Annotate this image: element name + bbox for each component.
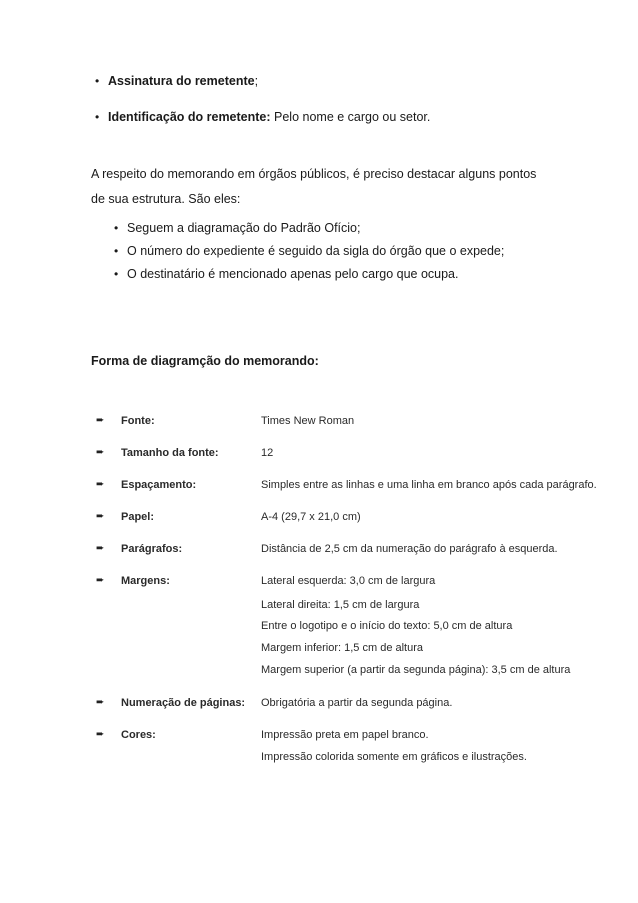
arrow-right-icon: ➨ [96,479,105,490]
bullet-dot-icon: • [114,221,119,235]
cores-line-2: Impressão colorida somente em gráficos e ilustrações. [261,751,527,763]
point-2 [114,244,505,259]
arrow-right-icon: ➨ [96,511,105,522]
spec-value: Times New Roman [261,415,355,427]
bullet-dot-icon: • [114,267,119,281]
spec-value: 12 [261,447,274,459]
bullet-assinatura [95,74,259,89]
spec-value: Distância de 2,5 cm da numeração do parágrafo à esquerda. [261,543,558,555]
point-3 [114,267,459,282]
margens-line-3: Entre o logotipo e o início do texto: 5,0 cm de altura [261,620,513,632]
spec-label: Tamanho da fonte: [121,447,219,459]
point-text: O destinatário é mencionado apenas pelo cargo que ocupa. [127,267,459,281]
intro-line-2: de sua estrutura. São eles: [91,192,241,206]
spec-label: Margens: [121,575,170,587]
arrow-right-icon: ➨ [96,543,105,554]
bullet-dot-icon: • [95,74,100,88]
arrow-right-icon: ➨ [96,729,105,740]
bullet-bold-text: Identificação do remetente: [108,110,271,124]
spec-value: Lateral esquerda: 3,0 cm de largura [261,575,436,587]
arrow-right-icon: ➨ [96,415,105,426]
bullet-dot-icon: • [114,244,119,258]
spec-label: Papel: [121,511,155,523]
bullet-dot-icon: • [95,110,100,124]
bullet-bold-text: Assinatura do remetente [108,74,255,88]
section-title: Forma de diagramção do memorando: [91,354,319,368]
margens-line-5: Margem superior (a partir da segunda página): 3,5 cm de altura [261,664,571,676]
margens-line-2: Lateral direita: 1,5 cm de largura [261,599,420,611]
arrow-right-icon: ➨ [96,447,105,458]
margens-line-4: Margem inferior: 1,5 cm de altura [261,642,424,654]
bullet-text: ; [254,74,259,88]
spec-label: Fonte: [121,415,155,427]
intro-line-1: A respeito do memorando em órgãos públicos, é preciso destacar alguns pontos [91,167,537,181]
spec-label: Cores: [121,729,156,741]
spec-label: Numeração de páginas: [121,697,246,709]
point-1 [114,221,361,236]
spec-value: Simples entre as linhas e uma linha em branco após cada parágrafo. [261,479,597,491]
bullet-text: Pelo nome e cargo ou setor. [270,110,431,124]
point-text: Seguem a diagramação do Padrão Ofício; [127,221,361,235]
arrow-right-icon: ➨ [96,697,105,708]
spec-value: A-4 (29,7 x 21,0 cm) [261,511,361,523]
arrow-right-icon: ➨ [96,575,105,586]
spec-label: Espaçamento: [121,479,197,491]
point-text: O número do expediente é seguido da sigla do órgão que o expede; [127,244,505,258]
spec-value: Obrigatória a partir da segunda página. [261,697,453,709]
spec-label: Parágrafos: [121,543,183,555]
bullet-identificacao [95,110,431,125]
spec-value: Impressão preta em papel branco. [261,729,429,741]
